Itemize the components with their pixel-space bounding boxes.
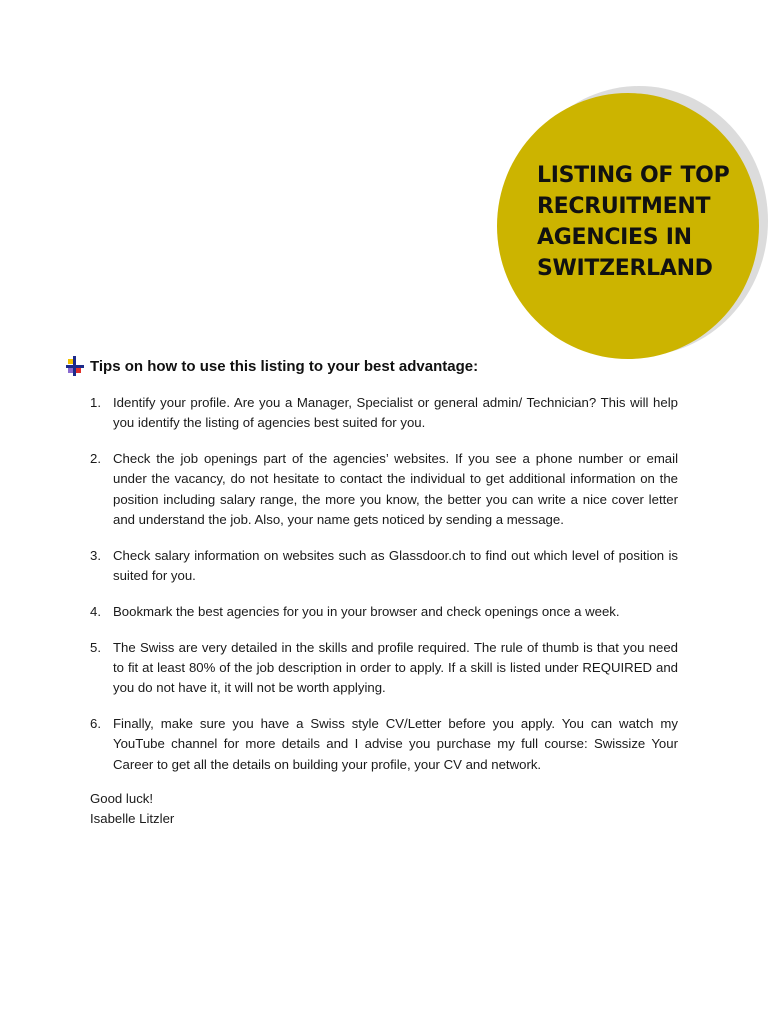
list-item-number: 1.: [90, 395, 101, 410]
signoff: [90, 789, 174, 829]
tips-heading-text: Tips on how to use this listing to your best advantage:: [90, 357, 479, 375]
title-line: LISTING OF TOP: [537, 163, 730, 188]
signoff-greeting: Good luck!: [90, 791, 154, 806]
list-item: [90, 602, 678, 622]
list-item-number: 4.: [90, 603, 101, 619]
list-item: [90, 546, 678, 587]
list-item: [90, 714, 678, 775]
list-item-number: 2.: [90, 451, 101, 467]
tips-heading: [66, 356, 478, 376]
list-item-text: Check salary information on websites such as Glassdoor.ch to find out which level of position is suited for you.: [113, 547, 678, 584]
list-item: [90, 638, 678, 699]
title-line: AGENCIES IN: [537, 225, 692, 250]
list-item-text: Identify your profile. Are you a Manager, Specialist or general admin/ Technician? This will help you identify the listing of agencies best suited for you.: [113, 395, 678, 431]
document-title: [537, 160, 767, 284]
title-line: SWITZERLAND: [537, 256, 713, 281]
list-item-number: 3.: [90, 547, 101, 563]
list-item-text: The Swiss are very detailed in the skills and profile required. The rule of thumb is that you need to fit at least 80% of the job description in order to apply. If a skill is listed under REQUIRED and you do not have it, it will not be worth applying.: [113, 639, 678, 696]
list-item-text: Bookmark the best agencies for you in your browser and check openings once a week.: [113, 603, 620, 619]
list-item-text: Check the job openings part of the agencies’ websites. If you see a phone number or email under the vacancy, do not hesitate to contact the individual to get additional information on the position including salary range, the more you know, the better you can write a nice cover letter and understand the job. Also, your name gets noticed by sending a message.: [113, 451, 678, 527]
list-item-number: 6.: [90, 716, 101, 732]
list-item-number: 5.: [90, 639, 101, 655]
title-line: RECRUITMENT: [537, 194, 711, 219]
author-name: Isabelle Litzler: [90, 811, 175, 826]
list-item-text: Finally, make sure you have a Swiss style CV/Letter before you apply. You can watch my YouTube channel for more details and I advise you purchase my full course: Swissize Your Career to get all the details on building your profile, your CV and network.: [113, 716, 678, 772]
colorful-cross-bullet-icon: [66, 356, 84, 376]
list-item: [90, 449, 678, 530]
tips-list: [90, 393, 678, 790]
list-item: [90, 393, 678, 434]
